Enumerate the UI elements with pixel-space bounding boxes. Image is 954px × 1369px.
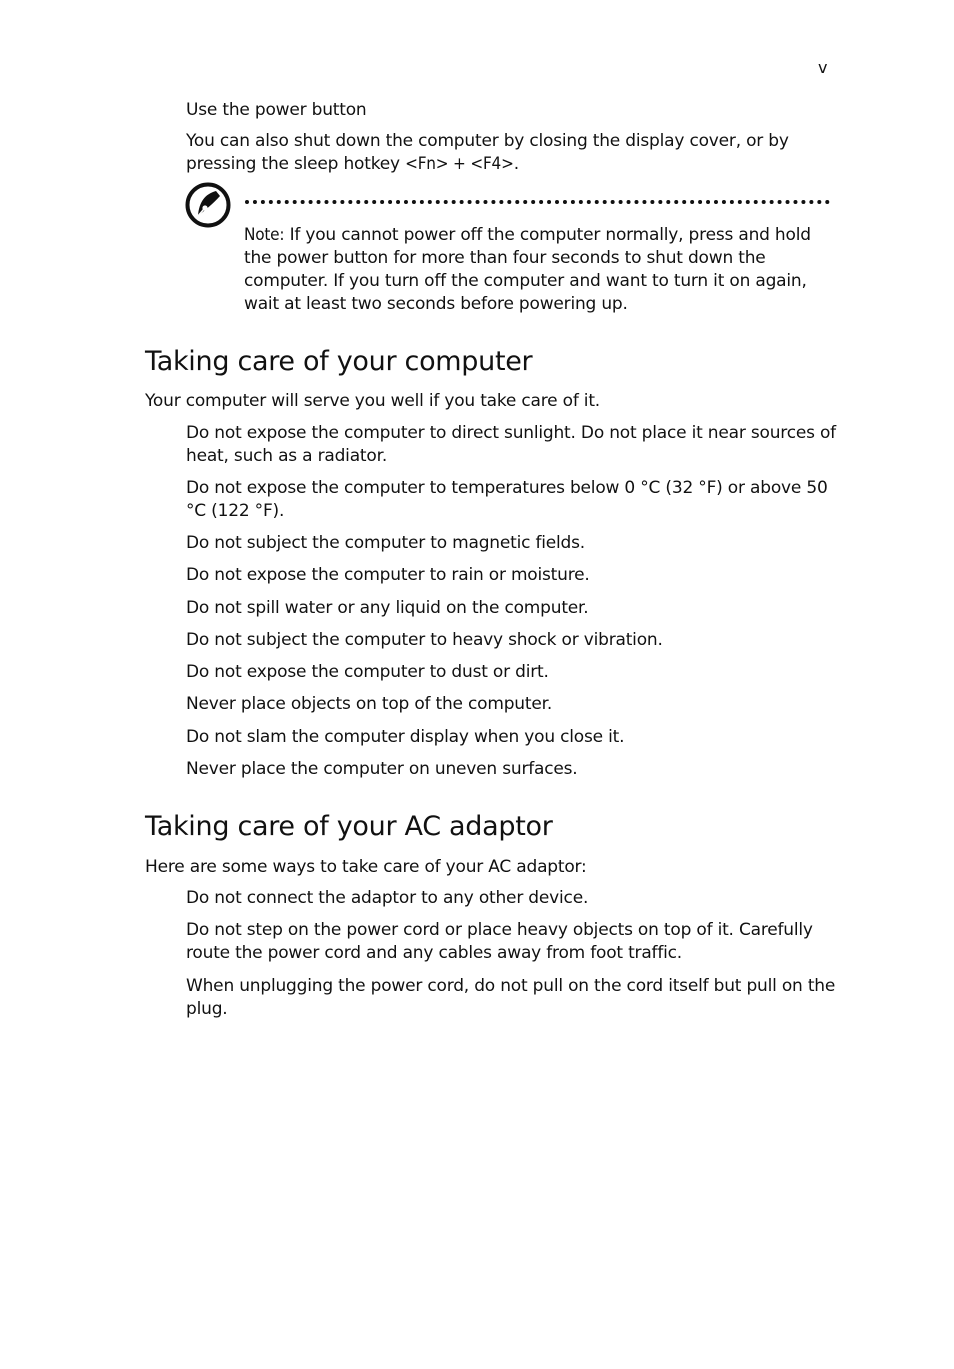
list-item: Never place objects on top of the computer. bbox=[186, 694, 553, 714]
list-item: Do not expose the computer to rain or moisture. bbox=[186, 565, 590, 585]
shutdown-paragraph-text: You can also shut down the computer by closing the display cover, or by pressing the sleep hotkey bbox=[186, 131, 789, 174]
list-item: Do not subject the computer to magnetic fields. bbox=[186, 533, 586, 553]
list-item: Do not expose the computer to dust or dirt. bbox=[186, 662, 549, 682]
list-item: Do not expose the computer to direct sunlight. Do not place it near sources of heat, such as a radiator. bbox=[186, 423, 836, 466]
list-item: Do not spill water or any liquid on the computer. bbox=[186, 598, 589, 618]
note-divider bbox=[245, 200, 830, 204]
note-text: If you cannot power off the computer normally, press and hold the power button for more than four seconds to shut down the computer. If you turn off the computer and want to turn it on again, wait at least two seconds before powering up. bbox=[244, 225, 811, 314]
shutdown-note bbox=[244, 224, 834, 316]
list-item: Do not step on the power cord or place heavy objects on top of it. Carefully route the power cord and any cables away from foot traffic. bbox=[186, 920, 813, 963]
sleep-hotkey: <Fn> + <F4> bbox=[405, 154, 514, 174]
adaptor-care-intro: Here are some ways to take care of your AC adaptor: bbox=[145, 857, 587, 877]
note-pen-icon bbox=[185, 182, 231, 228]
list-item: Do not slam the computer display when you close it. bbox=[186, 727, 625, 747]
shutdown-item: Use the power button bbox=[186, 100, 367, 120]
list-item: Never place the computer on uneven surfaces. bbox=[186, 759, 578, 779]
adaptor-care-heading: Taking care of your AC adaptor bbox=[145, 811, 553, 842]
page-number: v bbox=[818, 58, 828, 77]
list-item: Do not subject the computer to heavy shock or vibration. bbox=[186, 630, 663, 650]
computer-care-heading: Taking care of your computer bbox=[145, 346, 533, 377]
computer-care-intro: Your computer will serve you well if you take care of it. bbox=[145, 391, 601, 411]
list-item: When unplugging the power cord, do not pull on the cord itself but pull on the plug. bbox=[186, 976, 836, 1019]
shutdown-paragraph-end: . bbox=[513, 154, 519, 174]
note-label: Note: bbox=[244, 225, 285, 245]
shutdown-paragraph bbox=[186, 130, 836, 176]
list-item: Do not expose the computer to temperatures below 0 °C (32 °F) or above 50 °C (122 °F). bbox=[186, 478, 828, 521]
list-item: Do not connect the adaptor to any other device. bbox=[186, 888, 589, 908]
